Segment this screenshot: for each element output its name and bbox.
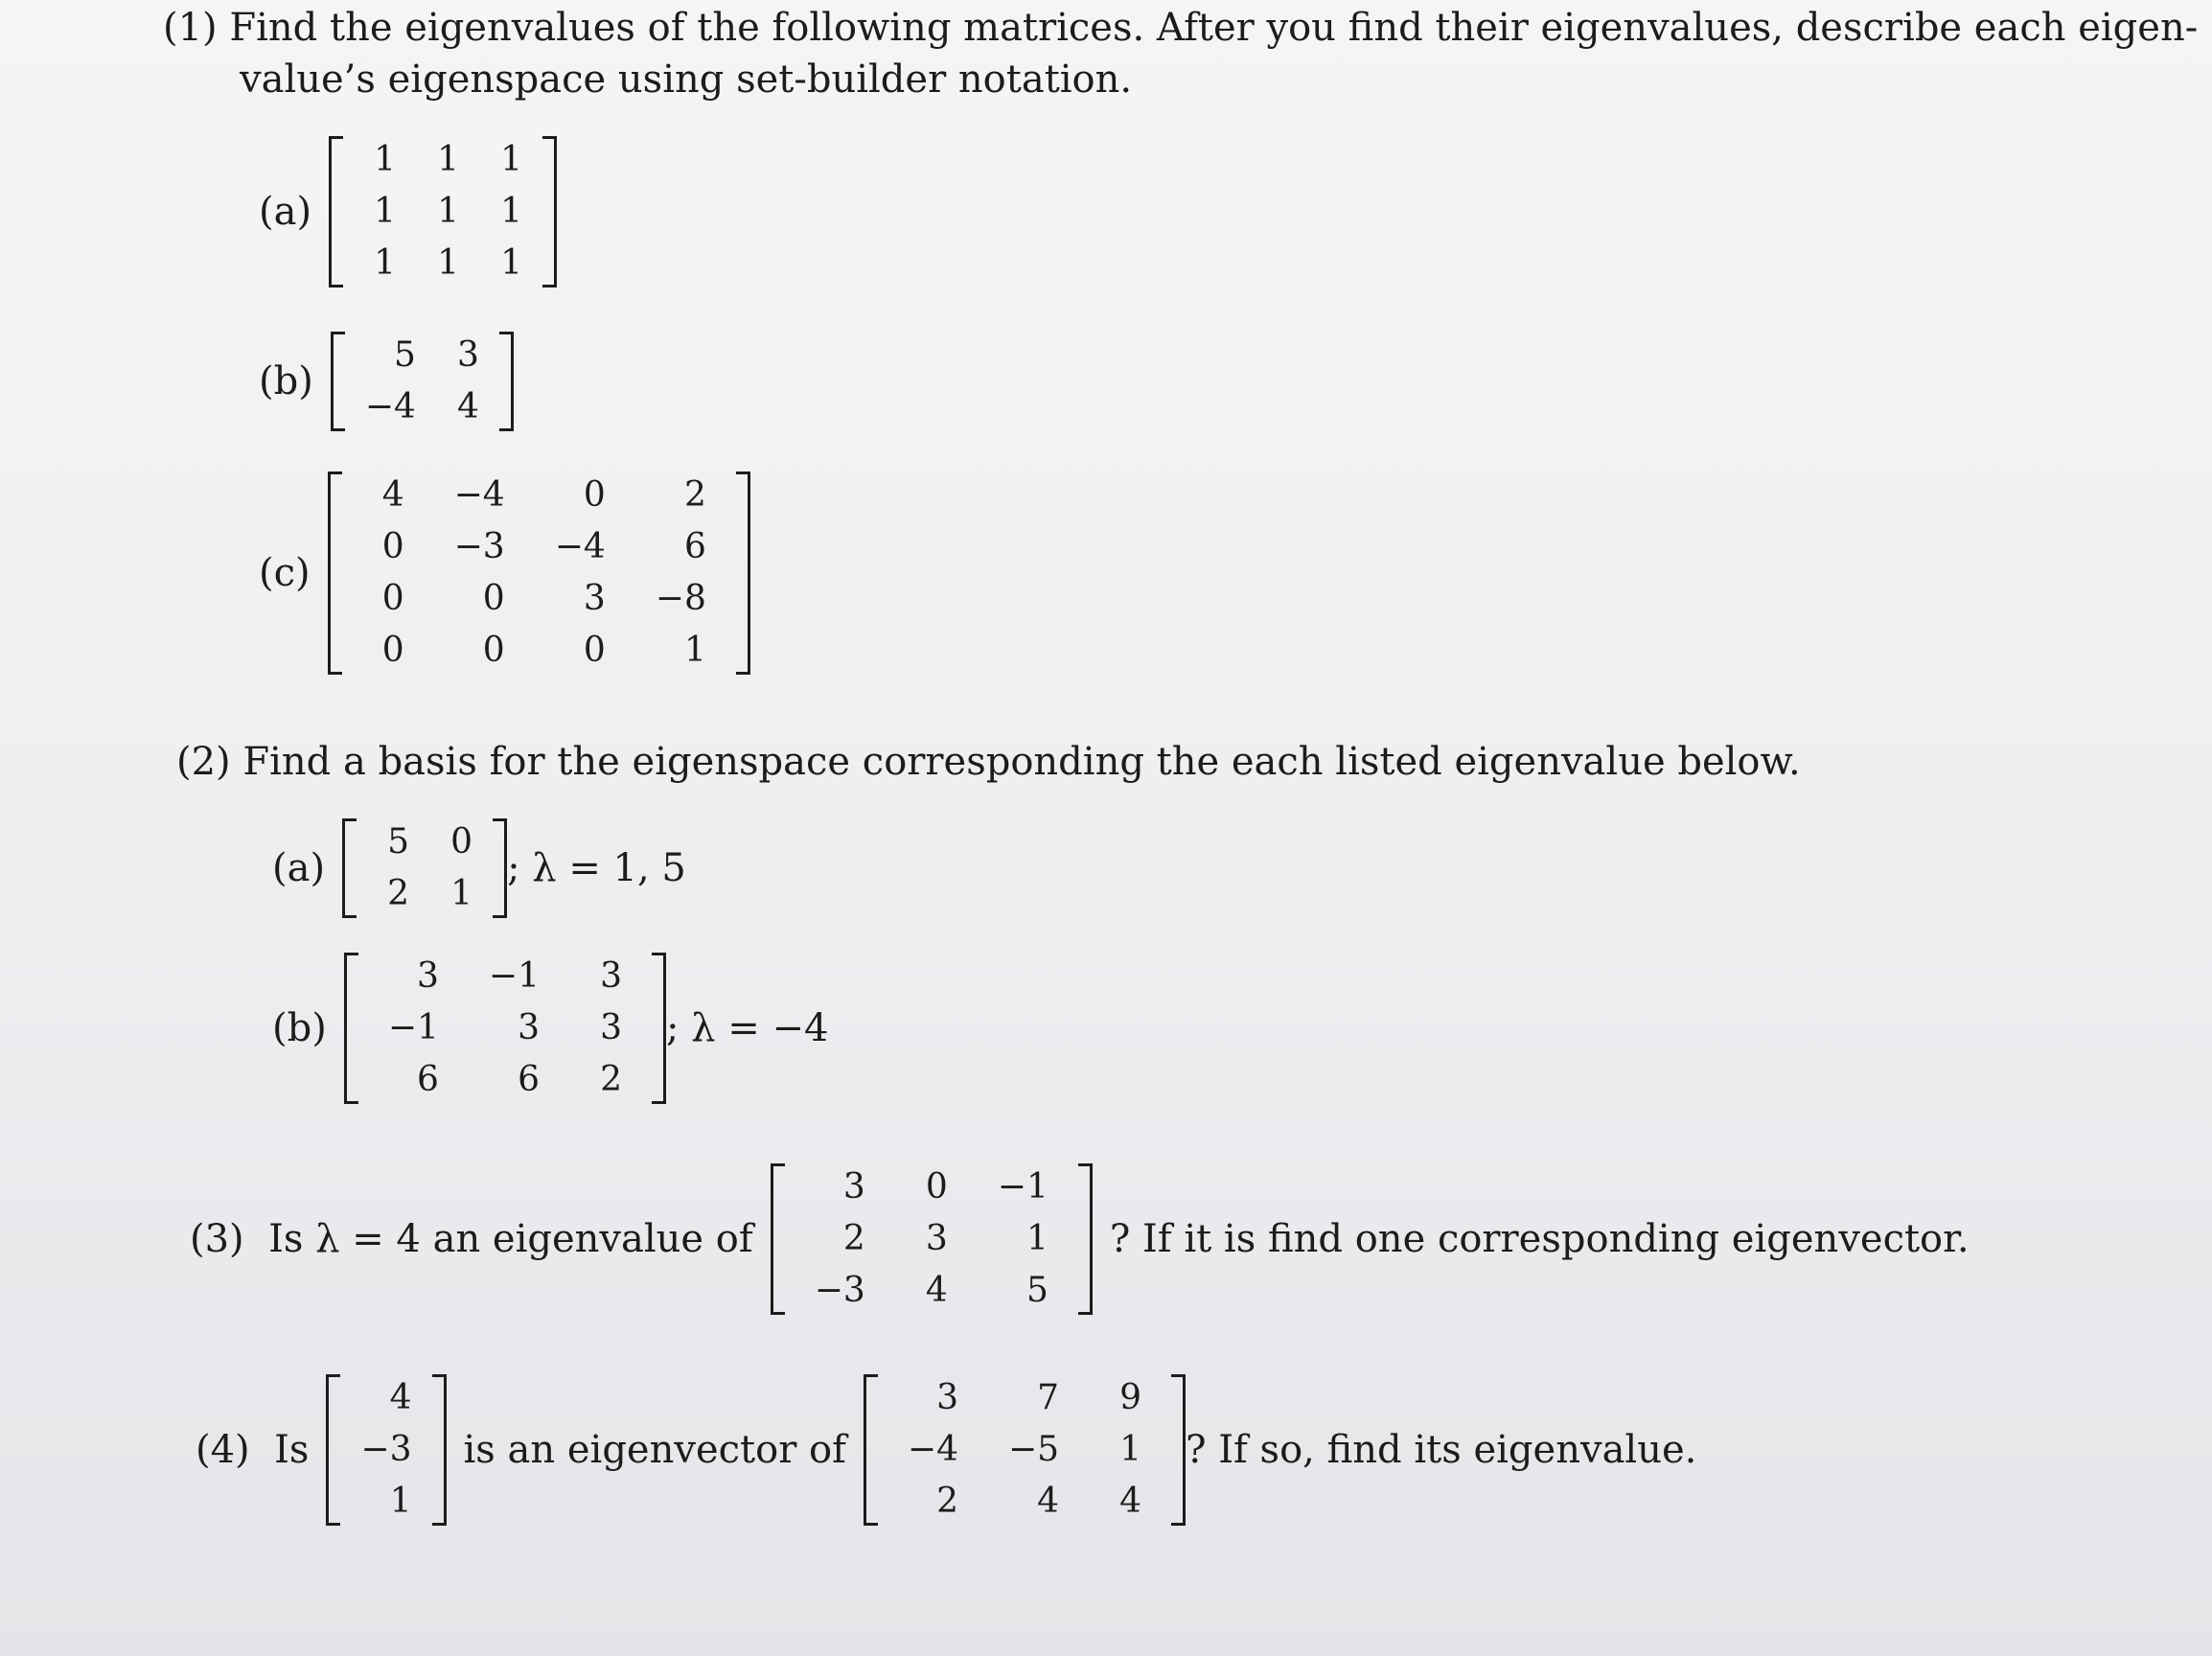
q1b-matrix bbox=[331, 330, 514, 433]
q2a-label: (a) bbox=[272, 846, 326, 890]
matrix-cell: 4 bbox=[457, 387, 479, 426]
matrix-cell: 5 bbox=[387, 822, 410, 862]
matrix-cell: 6 bbox=[518, 1060, 540, 1099]
matrix-cell: 0 bbox=[925, 1167, 948, 1207]
matrix-cell: 4 bbox=[1037, 1482, 1060, 1521]
q2b-eigenvalue: ; λ = −4 bbox=[665, 1006, 829, 1050]
matrix-cell: 5 bbox=[394, 335, 416, 375]
matrix-cell: 2 bbox=[842, 1219, 865, 1258]
matrix-cell: 3 bbox=[457, 335, 479, 375]
q2b-matrix bbox=[344, 951, 666, 1106]
q2b-label: (b) bbox=[272, 1006, 327, 1050]
question-4 bbox=[196, 1372, 1696, 1528]
q1c-matrix bbox=[328, 470, 750, 677]
q4-suffix: ? If so, find its eigenvalue. bbox=[1186, 1428, 1697, 1472]
matrix-cell: 1 bbox=[437, 243, 460, 283]
matrix-cell: 1 bbox=[374, 192, 397, 231]
question-2-line: (2) Find a basis for the eigenspace corresponding the each listed eigenvalue below. bbox=[176, 740, 1801, 784]
matrix-cell: 0 bbox=[482, 579, 505, 618]
q1b-label: (b) bbox=[259, 359, 313, 403]
q2-part-a bbox=[272, 816, 686, 920]
matrix-cell: 4 bbox=[389, 1378, 412, 1417]
matrix-cell: −1 bbox=[997, 1167, 1048, 1207]
matrix-cell: 7 bbox=[1037, 1378, 1060, 1417]
question-2 bbox=[176, 736, 1801, 788]
question-1-line-2: value’s eigenspace using set-builder notation. bbox=[240, 58, 1133, 102]
matrix-cell: 1 bbox=[374, 243, 397, 283]
q3-prefix: (3) Is λ = 4 an eigenvalue of bbox=[190, 1217, 753, 1261]
matrix-cell: 3 bbox=[842, 1167, 865, 1207]
matrix-cell: −4 bbox=[453, 475, 505, 515]
matrix-cell: 3 bbox=[936, 1378, 958, 1417]
question-1 bbox=[163, 2, 2198, 105]
matrix-cell: −3 bbox=[360, 1430, 412, 1469]
matrix-cell: 0 bbox=[450, 822, 473, 862]
matrix-cell: 1 bbox=[437, 140, 460, 179]
matrix-cell: −1 bbox=[488, 956, 540, 996]
matrix-cell: 3 bbox=[600, 956, 622, 996]
matrix-cell: 2 bbox=[387, 874, 410, 913]
question-1-line-1: (1) Find the eigenvalues of the following matrices. After you find their eigenvalues, describe each eigen- bbox=[163, 6, 2199, 50]
q3-matrix bbox=[771, 1162, 1093, 1317]
matrix-cell: 1 bbox=[389, 1482, 412, 1521]
matrix-cell: 0 bbox=[381, 527, 404, 566]
matrix-cell: 1 bbox=[500, 140, 523, 179]
q1a-label: (a) bbox=[259, 190, 312, 234]
matrix-cell: 1 bbox=[500, 243, 523, 283]
matrix-cell: −5 bbox=[1008, 1430, 1060, 1469]
matrix-cell: 3 bbox=[417, 956, 439, 996]
matrix-cell: 0 bbox=[381, 579, 404, 618]
matrix-cell: 1 bbox=[1119, 1430, 1142, 1469]
q3-suffix: ? If it is find one corresponding eigenvector. bbox=[1109, 1217, 1970, 1261]
matrix-cell: −8 bbox=[655, 579, 706, 618]
matrix-cell: 4 bbox=[925, 1271, 948, 1310]
matrix-cell: 5 bbox=[1025, 1271, 1048, 1310]
matrix-cell: 6 bbox=[417, 1060, 439, 1099]
q4-vector bbox=[326, 1372, 446, 1528]
matrix-cell: 2 bbox=[936, 1482, 958, 1521]
matrix-cell: 1 bbox=[683, 631, 706, 670]
matrix-cell: 1 bbox=[1025, 1219, 1048, 1258]
matrix-cell: 1 bbox=[450, 874, 473, 913]
q2-part-b bbox=[272, 951, 828, 1106]
matrix-cell: −4 bbox=[554, 527, 606, 566]
matrix-cell: 2 bbox=[600, 1060, 622, 1099]
question-3 bbox=[190, 1162, 1970, 1317]
matrix-cell: 1 bbox=[437, 192, 460, 231]
matrix-cell: 0 bbox=[482, 631, 505, 670]
matrix-cell: 6 bbox=[683, 527, 706, 566]
matrix-cell: −3 bbox=[814, 1271, 865, 1310]
q1-part-b bbox=[259, 330, 514, 433]
matrix-cell: 9 bbox=[1119, 1378, 1142, 1417]
q4-matrix bbox=[864, 1372, 1186, 1528]
q2a-eigenvalues: ; λ = 1, 5 bbox=[507, 846, 686, 890]
q1c-label: (c) bbox=[259, 551, 311, 595]
matrix-cell: 4 bbox=[381, 475, 404, 515]
matrix-cell: 0 bbox=[381, 631, 404, 670]
matrix-cell: 3 bbox=[925, 1219, 948, 1258]
matrix-cell: −3 bbox=[453, 527, 505, 566]
matrix-cell: 3 bbox=[583, 579, 606, 618]
matrix-cell: 0 bbox=[583, 475, 606, 515]
matrix-cell: 2 bbox=[683, 475, 706, 515]
matrix-cell: 1 bbox=[500, 192, 523, 231]
q1a-matrix bbox=[329, 134, 557, 289]
matrix-cell: 3 bbox=[518, 1008, 540, 1047]
matrix-cell: 3 bbox=[600, 1008, 622, 1047]
q4-prefix: (4) Is bbox=[196, 1428, 310, 1472]
q1-part-c bbox=[259, 470, 750, 677]
matrix-cell: −4 bbox=[364, 387, 416, 426]
matrix-cell: 0 bbox=[583, 631, 606, 670]
matrix-cell: −4 bbox=[907, 1430, 958, 1469]
matrix-cell: 4 bbox=[1119, 1482, 1142, 1521]
q1-part-a bbox=[259, 134, 557, 289]
matrix-cell: 1 bbox=[374, 140, 397, 179]
matrix-cell: −1 bbox=[387, 1008, 439, 1047]
q4-middle: is an eigenvector of bbox=[463, 1428, 846, 1472]
q2a-matrix bbox=[342, 816, 507, 920]
